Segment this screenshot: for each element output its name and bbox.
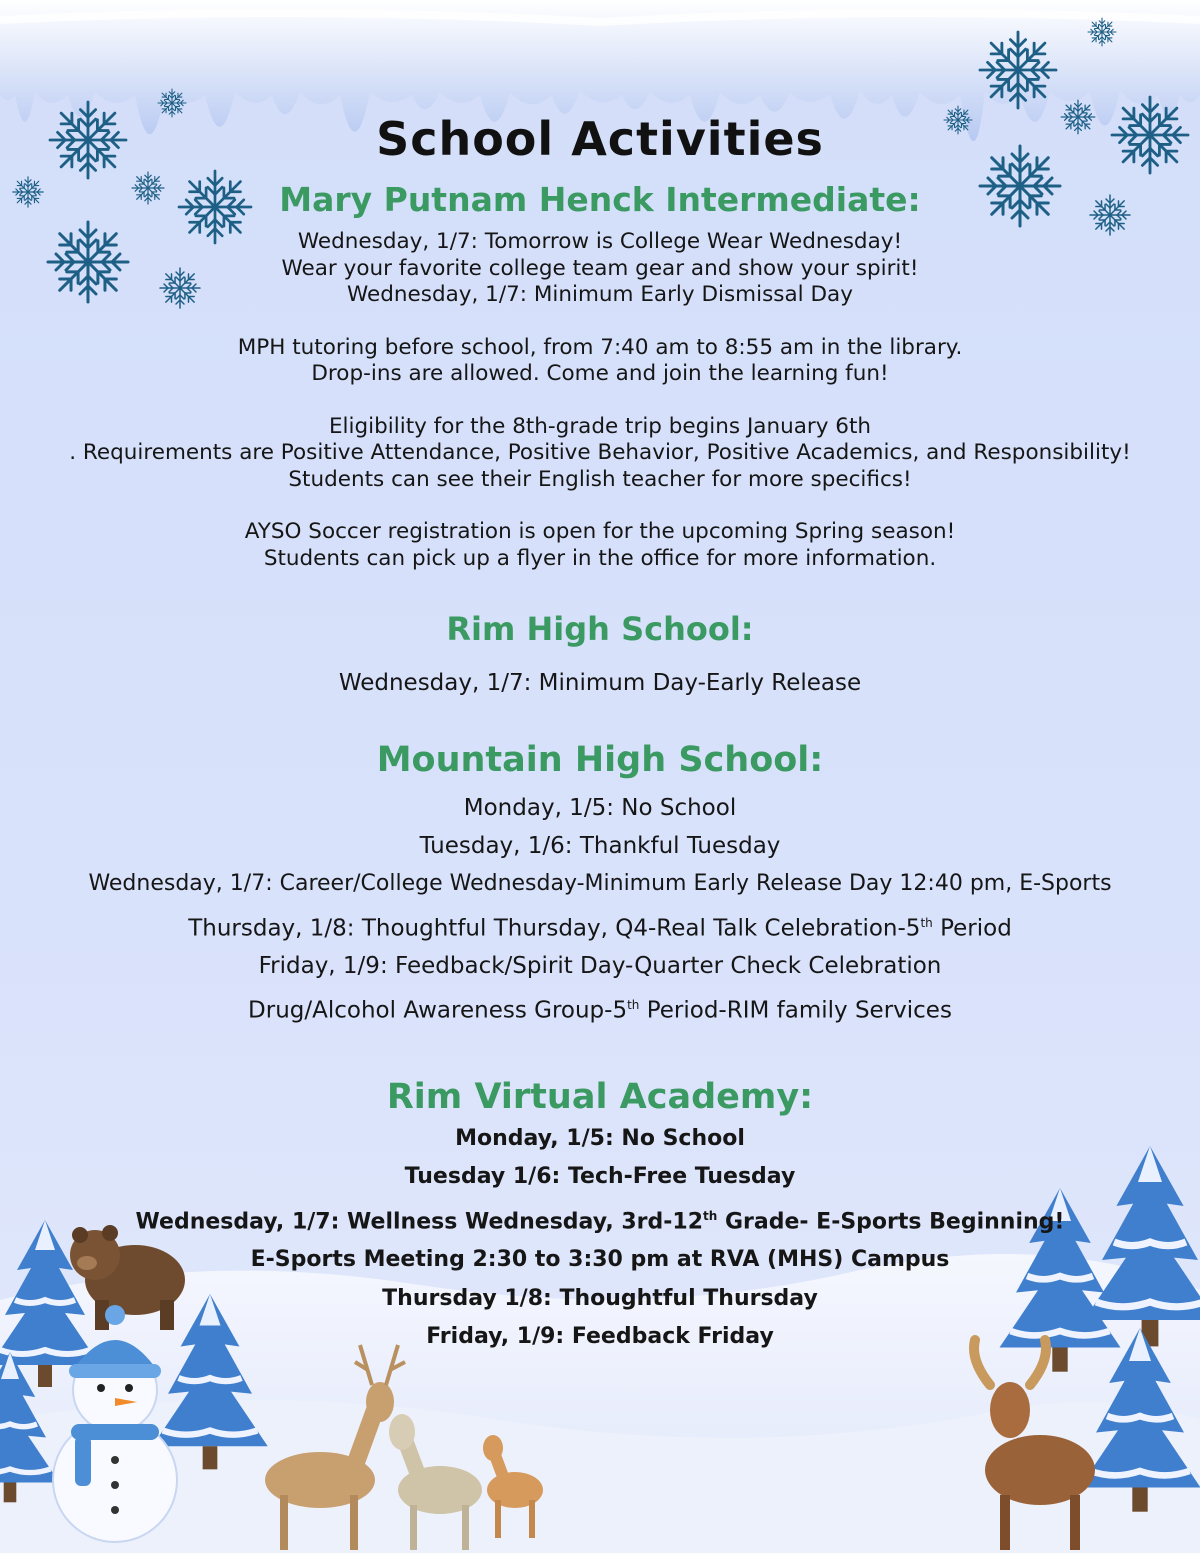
rva-line: Tuesday 1/6: Tech-Free Tuesday [404, 1164, 796, 1190]
mph-line: Wear your favorite college team gear and show your spirit! [281, 255, 919, 281]
mountain-high-line: Drug/Alcohol Awareness Group-5th Period-RIM family Services [248, 997, 952, 1024]
mountain-high-line: Wednesday, 1/7: Career/College Wednesday-Minimum Early Release Day 12:40 pm, E-Sports [88, 871, 1112, 897]
mph-announcements [0, 229, 1200, 572]
mountain-high-line: Thursday, 1/8: Thoughtful Thursday, Q4-Real Talk Celebration-5th Period [188, 915, 1012, 942]
mph-line: AYSO Soccer registration is open for the upcoming Spring season! [244, 519, 956, 544]
rva-line: Wednesday, 1/7: Wellness Wednesday, 3rd-12th Grade- E-Sports Beginning! [135, 1208, 1065, 1234]
mountain-high-heading: Mountain High School: [376, 740, 824, 780]
mph-line: MPH tutoring before school, from 7:40 am to 8:55 am in the library. [237, 334, 963, 360]
mph-line: Drop-ins are allowed. Come and join the learning fun! [311, 361, 889, 386]
mph-line: Wednesday, 1/7: Minimum Early Dismissal Day [347, 282, 853, 307]
page-title: School Activities [376, 112, 824, 166]
mph-line: Students can see their English teacher for more specifics! [288, 466, 912, 492]
mountain-high-announcements [0, 789, 1200, 1030]
mph-line: Students can pick up a flyer in the office for more information. [263, 545, 937, 571]
mountain-high-line: Tuesday, 1/6: Thankful Tuesday [419, 833, 781, 860]
rim-high-heading: Rim High School: [446, 610, 754, 648]
rim-high-line: Wednesday, 1/7: Minimum Day-Early Release [338, 670, 862, 696]
rva-announcements [0, 1120, 1200, 1356]
mph-line: Eligibility for the 8th-grade trip begins January 6th [328, 413, 872, 439]
mountain-high-line: Monday, 1/5: No School [463, 795, 737, 821]
mountain-high-line: Friday, 1/9: Feedback/Spirit Day-Quarter Check Celebration [258, 953, 942, 980]
mph-line: . Requirements are Positive Attendance, Positive Behavior, Positive Academics, and Responsibility! [69, 440, 1131, 465]
rva-line: E-Sports Meeting 2:30 to 3:30 pm at RVA (MHS) Campus [250, 1247, 950, 1273]
rva-line: Monday, 1/5: No School [455, 1126, 745, 1151]
mph-line: Wednesday, 1/7: Tomorrow is College Wear Wednesday! [297, 229, 903, 254]
mph-heading: Mary Putnam Henck Intermediate: [279, 180, 921, 219]
rim-high-announcements [0, 664, 1200, 702]
rva-line: Friday, 1/9: Feedback Friday [426, 1323, 774, 1349]
rva-line: Thursday 1/8: Thoughtful Thursday [382, 1285, 818, 1311]
rva-heading: Rim Virtual Academy: [386, 1077, 814, 1117]
